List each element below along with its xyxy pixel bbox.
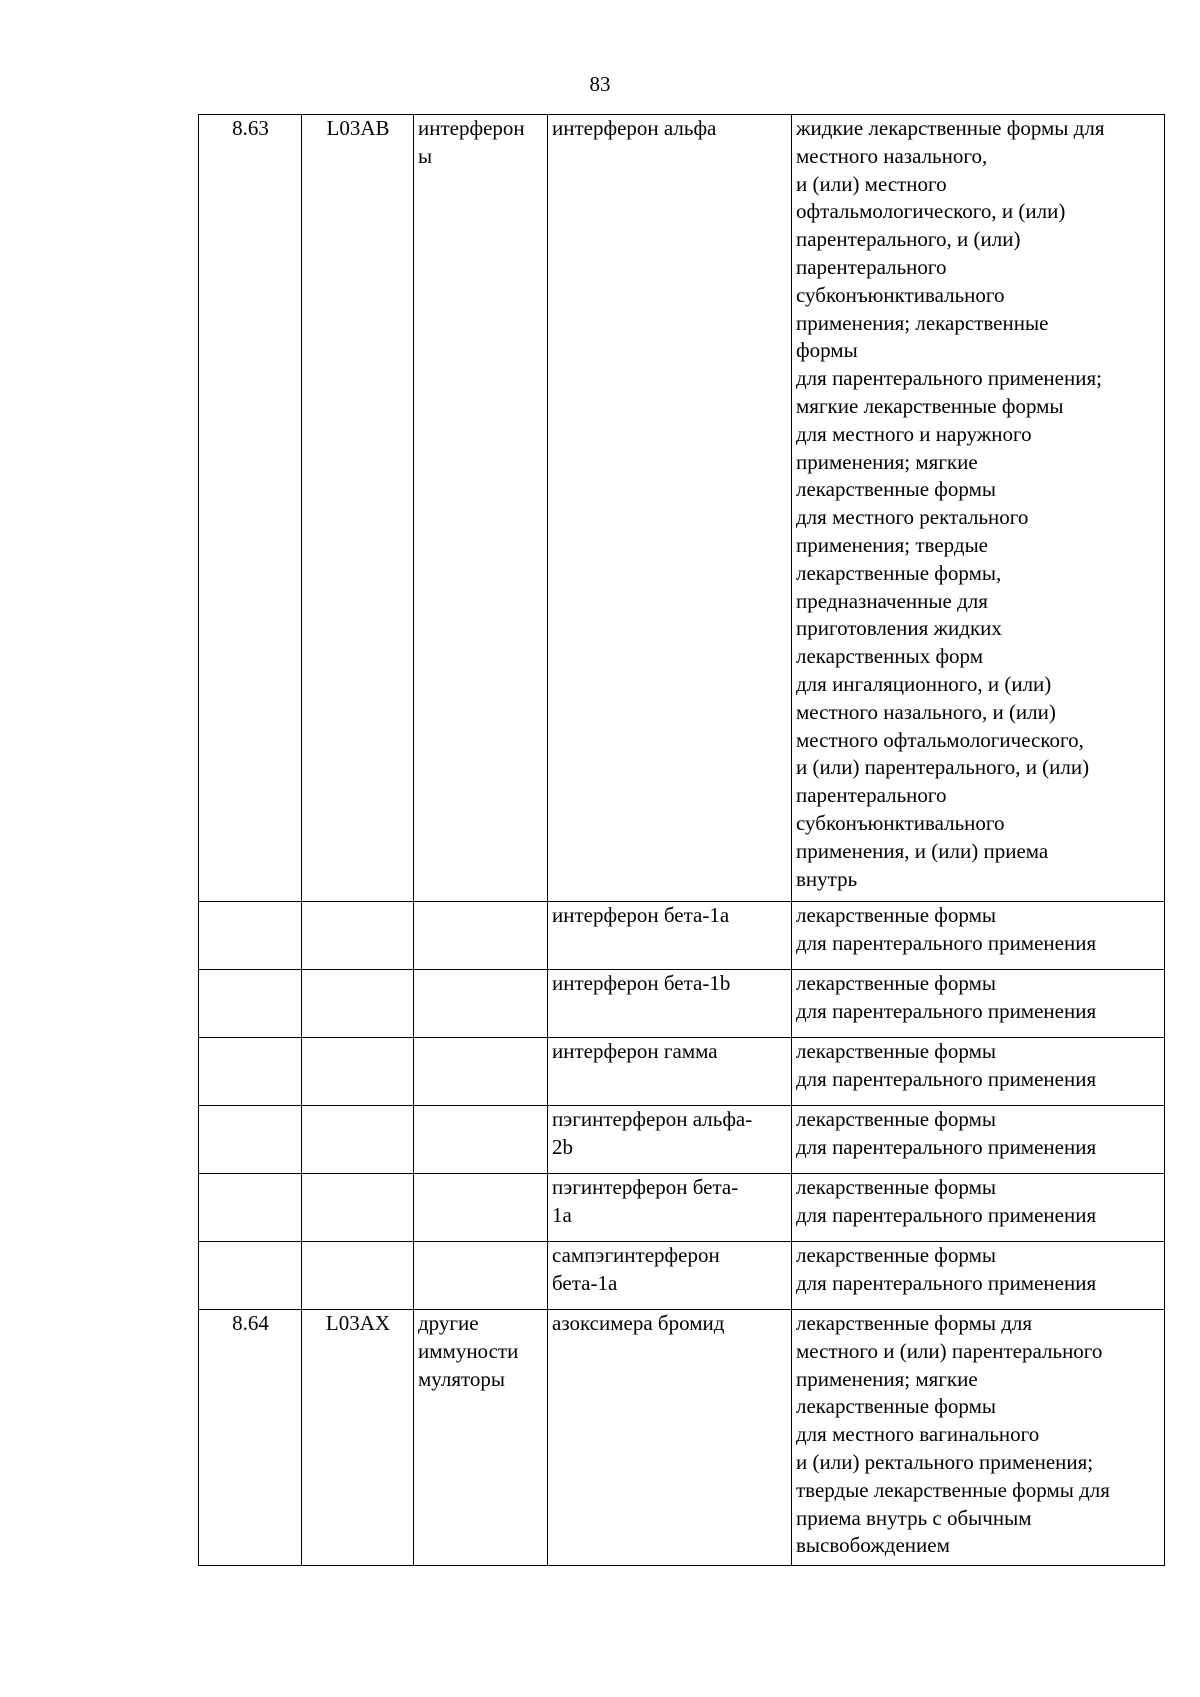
cell-number [199, 970, 302, 1038]
cell-line: интерферон бета-1a [552, 903, 730, 927]
cell-line: применения, и (или) приема [796, 838, 1049, 863]
cell-drug [548, 1242, 792, 1310]
cell-line: для парентерального применения [796, 930, 1097, 955]
cell-line: азоксимера бромид [552, 1311, 725, 1335]
cell-dosage-forms [792, 902, 1165, 970]
cell-line: для парентерального применения [796, 1202, 1097, 1227]
cell-line: для парентерального применения [796, 1134, 1097, 1159]
cell-line: лекарственные формы, [796, 560, 1002, 585]
cell-line: лекарственные формы для [796, 1311, 1033, 1335]
cell-group [414, 1106, 548, 1174]
table-row [199, 1106, 1165, 1174]
cell-line: сампэгинтерферон [552, 1243, 720, 1267]
cell-line: местного назального, [796, 143, 988, 168]
cell-atc-code [302, 1106, 414, 1174]
cell-line: применения; мягкие [796, 449, 978, 474]
cell-atc-code [302, 115, 414, 902]
cell-line: 8.63 [232, 116, 269, 140]
cell-dosage-forms [792, 1174, 1165, 1242]
cell-line: парентерального [796, 254, 947, 279]
cell-atc-code [302, 1242, 414, 1310]
cell-drug [548, 1106, 792, 1174]
cell-line: применения; лекарственные [796, 310, 1049, 335]
cell-line: для парентерального применения [796, 998, 1097, 1023]
cell-line: лекарственные формы [796, 1243, 996, 1267]
cell-line: лекарственные формы [796, 971, 996, 995]
cell-line: высвобождением [796, 1533, 950, 1558]
table-row [199, 1310, 1165, 1566]
cell-drug [548, 1038, 792, 1106]
cell-drug [548, 115, 792, 902]
cell-atc-code [302, 1038, 414, 1106]
cell-group [414, 1242, 548, 1310]
cell-line: для местного и наружного [796, 421, 1032, 446]
cell-line: лекарственные формы [796, 1394, 996, 1419]
cell-line: парентерального [796, 783, 947, 808]
cell-group [414, 115, 548, 902]
cell-line: лекарственные формы [796, 1107, 996, 1131]
cell-line: формы [796, 338, 858, 363]
cell-line: 2b [552, 1134, 573, 1159]
cell-group [414, 1174, 548, 1242]
table-row [199, 1038, 1165, 1106]
cell-number [199, 1038, 302, 1106]
cell-line: лекарственные формы [796, 903, 996, 927]
cell-number [199, 1174, 302, 1242]
cell-dosage-forms [792, 1242, 1165, 1310]
medication-table [198, 114, 1165, 1566]
table-row [199, 902, 1165, 970]
cell-number [199, 115, 302, 902]
cell-drug [548, 902, 792, 970]
cell-group [414, 1038, 548, 1106]
cell-line: для парентерального применения [796, 1270, 1097, 1295]
table-body [199, 115, 1165, 1566]
cell-line: муляторы [418, 1366, 506, 1391]
cell-line: для местного вагинального [796, 1422, 1040, 1447]
cell-line: приготовления жидких [796, 616, 1002, 641]
cell-drug [548, 1310, 792, 1566]
cell-line: бета-1a [552, 1270, 618, 1295]
cell-dosage-forms [792, 1310, 1165, 1566]
cell-line: L03AX [325, 1311, 391, 1335]
cell-group [414, 970, 548, 1038]
cell-line: предназначенные для [796, 588, 988, 613]
cell-dosage-forms [792, 970, 1165, 1038]
table-row [199, 970, 1165, 1038]
cell-atc-code [302, 1174, 414, 1242]
cell-line: субконъюнктивального [796, 810, 1005, 835]
cell-line: парентерального, и (или) [796, 227, 1021, 252]
cell-line: для местного ректального [796, 505, 1029, 530]
cell-line: местного и (или) парентерального [796, 1338, 1103, 1363]
cell-drug [548, 970, 792, 1038]
cell-dosage-forms [792, 115, 1165, 902]
cell-line: применения; мягкие [796, 1366, 978, 1391]
cell-line: и (или) парентерального, и (или) [796, 755, 1090, 780]
cell-drug [548, 1174, 792, 1242]
cell-line: интерферон гамма [552, 1039, 718, 1063]
cell-line: интерферон [418, 116, 525, 140]
cell-line: лекарственные формы [796, 1039, 996, 1063]
cell-line: мягкие лекарственные формы [796, 393, 1064, 418]
cell-line: для ингаляционного, и (или) [796, 671, 1052, 696]
cell-line: для парентерального применения; [796, 366, 1102, 391]
cell-line: субконъюнктивального [796, 282, 1005, 307]
cell-line: приема внутрь с обычным [796, 1505, 1032, 1530]
cell-group [414, 902, 548, 970]
table-row [199, 1174, 1165, 1242]
cell-line: внутрь [796, 866, 858, 891]
table-row [199, 1242, 1165, 1310]
cell-atc-code [302, 1310, 414, 1566]
cell-number [199, 902, 302, 970]
cell-line: лекарственные формы [796, 1175, 996, 1199]
cell-line: 8.64 [232, 1311, 269, 1335]
cell-line: интерферон альфа [552, 116, 717, 140]
cell-dosage-forms [792, 1038, 1165, 1106]
cell-atc-code [302, 902, 414, 970]
cell-line: жидкие лекарственные формы для [796, 116, 1105, 140]
cell-line: местного назального, и (или) [796, 699, 1056, 724]
cell-line: лекарственных форм [796, 644, 984, 669]
cell-line: и (или) ректального применения; [796, 1449, 1094, 1474]
cell-line: интерферон бета-1b [552, 971, 731, 995]
cell-line: ы [418, 143, 433, 168]
cell-line: пэгинтерферон альфа- [552, 1107, 753, 1131]
cell-number [199, 1242, 302, 1310]
cell-line: пэгинтерферон бета- [552, 1175, 739, 1199]
cell-line: лекарственные формы [796, 477, 996, 502]
cell-dosage-forms [792, 1106, 1165, 1174]
cell-line: применения; твердые [796, 532, 988, 557]
cell-line: твердые лекарственные формы для [796, 1477, 1110, 1502]
cell-line: офтальмологического, и (или) [796, 199, 1066, 224]
cell-number [199, 1106, 302, 1174]
cell-atc-code [302, 970, 414, 1038]
page-number: 83 [589, 72, 611, 96]
cell-line: L03AB [326, 116, 390, 140]
cell-number [199, 1310, 302, 1566]
cell-line: и (или) местного [796, 171, 947, 196]
cell-line: другие [418, 1311, 479, 1335]
cell-line: местного офтальмологического, [796, 727, 1084, 752]
table-row [199, 115, 1165, 902]
cell-line: для парентерального применения [796, 1066, 1097, 1091]
cell-line: 1a [552, 1202, 572, 1227]
cell-line: иммуности [418, 1338, 519, 1363]
cell-group [414, 1310, 548, 1566]
